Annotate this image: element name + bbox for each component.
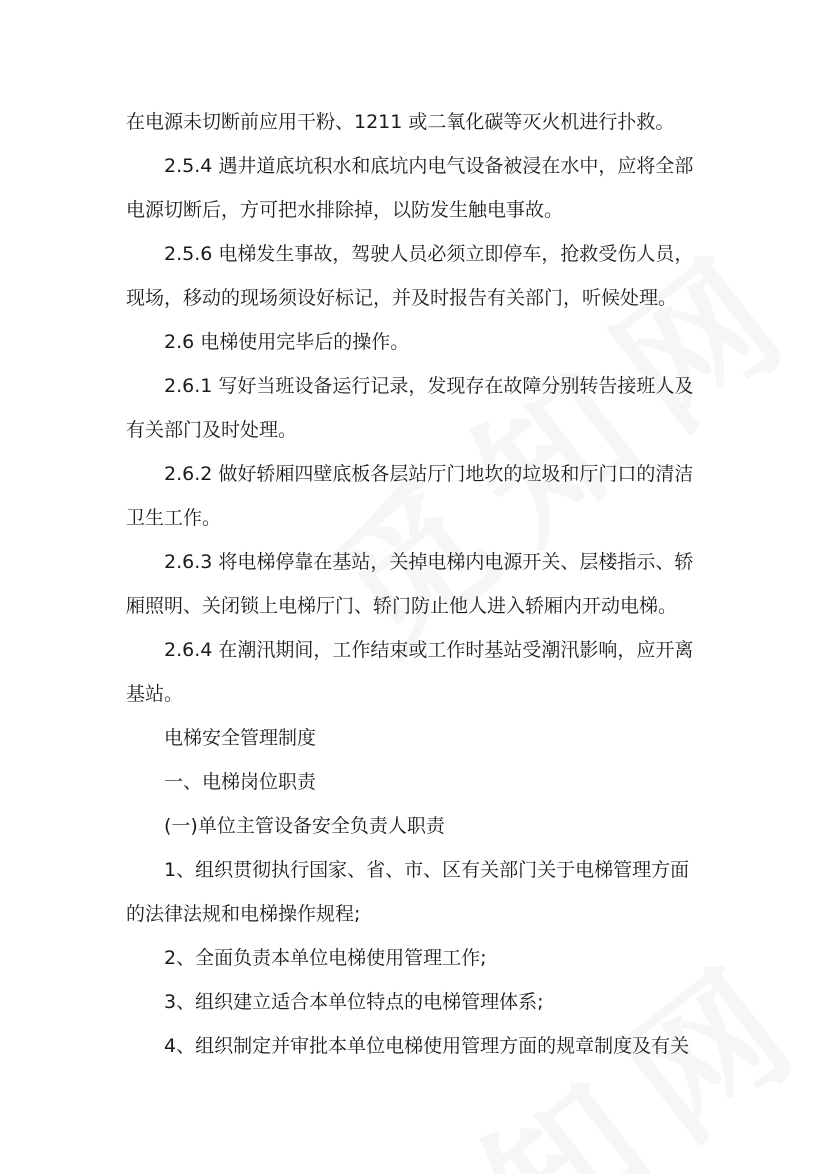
paragraph-line: 2.6.2 做好轿厢四壁底板各层站厅门地坎的垃圾和厅门口的清洁 [164, 463, 694, 485]
paragraph-line: 2.6.1 写好当班设备运行记录，发现存在故障分别转告接班人及 [164, 375, 694, 397]
list-item-continuation: 的法律法规和电梯操作规程; [126, 903, 361, 925]
list-item: 2、全面负责本单位电梯使用管理工作; [164, 947, 487, 969]
paragraph-line: 基站。 [126, 683, 184, 705]
paragraph-line: 2.6.3 将电梯停靠在基站，关掉电梯内电源开关、层楼指示、轿 [164, 551, 694, 573]
list-item: 1、组织贯彻执行国家、省、市、区有关部门关于电梯管理方面 [164, 859, 690, 881]
list-item: 4、组织制定并审批本单位电梯使用管理方面的规章制度及有关 [164, 1035, 690, 1057]
paragraph-line: 有关部门及时处理。 [126, 419, 298, 441]
section-heading: 2.6 电梯使用完毕后的操作。 [164, 331, 410, 353]
document-title: 电梯安全管理制度 [164, 727, 317, 749]
paragraph-line: 现场，移动的现场须设好标记，并及时报告有关部门，听候处理。 [126, 287, 678, 309]
paragraph-line: 2.5.6 电梯发生事故，驾驶人员必须立即停车，抢救受伤人员， [164, 243, 694, 265]
paragraph-line: 电源切断后，方可把水排除掉，以防发生触电事故。 [126, 199, 564, 221]
paragraph-line: 厢照明、关闭锁上电梯厅门、轿门防止他人进入轿厢内开动电梯。 [126, 595, 678, 617]
paragraph-line: 2.5.4 遇井道底坑积水和底坑内电气设备被浸在水中，应将全部 [164, 155, 694, 177]
list-item: 3、组织建立适合本单位特点的电梯管理体系; [164, 991, 544, 1013]
paragraph-line: 卫生工作。 [126, 507, 222, 529]
paragraph-line: 2.6.4 在潮汛期间，工作结束或工作时基站受潮汛影响，应开离 [164, 639, 694, 661]
subsection-heading: (一)单位主管设备安全负责人职责 [164, 815, 445, 837]
paragraph-line: 在电源未切断前应用干粉、1211 或二氧化碳等灭火机进行扑救。 [126, 111, 675, 133]
section-heading: 一、电梯岗位职责 [164, 771, 317, 793]
